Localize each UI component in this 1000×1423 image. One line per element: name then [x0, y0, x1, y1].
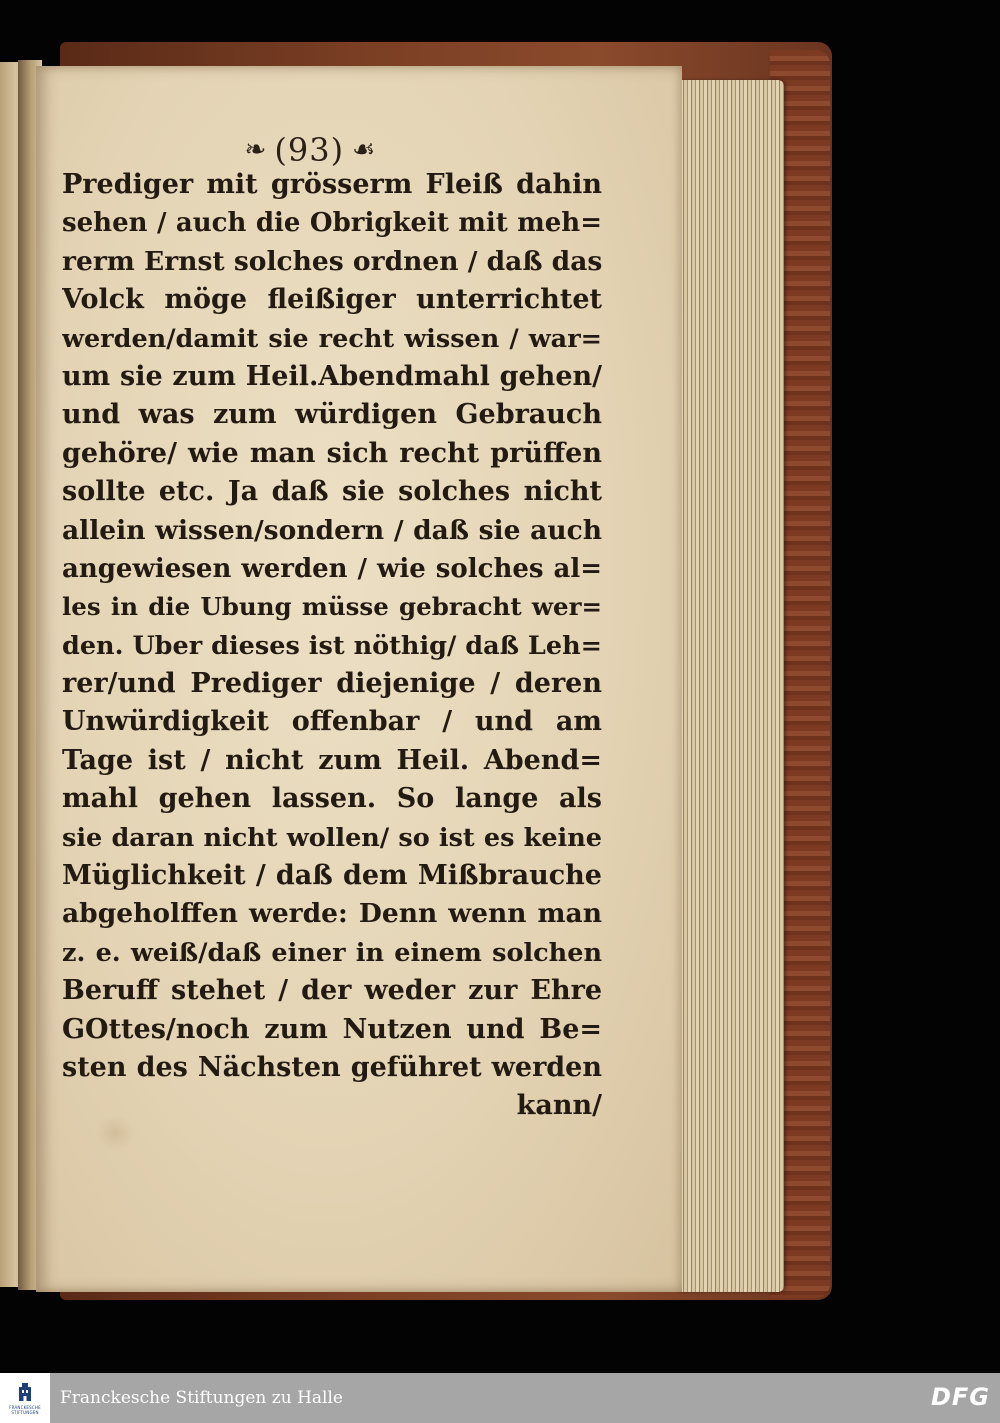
- ornament-left-icon: ❧: [244, 135, 267, 165]
- text-line: rer/und Prediger diejenige / deren: [62, 668, 602, 700]
- text-line: les in die Ubung müsse gebracht wer=: [62, 592, 602, 622]
- page-text: [62, 166, 602, 1126]
- text-line: abgeholffen werde: Denn wenn man: [62, 898, 602, 930]
- text-line: den. Uber dieses ist nöthig/ daß Leh=: [62, 630, 602, 661]
- bleed-through-mark: [95, 1115, 135, 1151]
- page-number: (93): [274, 131, 345, 169]
- text-line: werden/damit sie recht wissen / war=: [62, 323, 602, 354]
- text-line: sie daran nicht wollen/ so ist es keine: [62, 822, 602, 853]
- text-line: z. e. weiß/daß einer in einem solchen: [62, 937, 602, 968]
- logo-text: FRANCKESCHE STIFTUNGEN: [9, 1405, 41, 1415]
- text-line: und was zum würdigen Gebrauch: [62, 399, 602, 431]
- footer-bar: [0, 1373, 1000, 1423]
- ornament-right-icon: ☙: [352, 135, 376, 165]
- text-line: Unwürdigkeit offenbar / und am: [62, 706, 602, 738]
- text-line: rerm Ernst solches ordnen / daß das: [62, 245, 602, 277]
- text-line: Beruff stehet / der weder zur Ehre: [62, 975, 602, 1007]
- text-line: mahl gehen lassen. So lange als: [62, 783, 602, 815]
- text-line: sollte etc. Ja daß sie solches nicht: [62, 476, 602, 508]
- text-line: sehen / auch die Obrigkeit mit meh=: [62, 208, 602, 239]
- text-line: sten des Nächsten geführet werden: [62, 1051, 602, 1083]
- building-icon: [13, 1381, 37, 1405]
- text-line: Prediger mit grösserm Fleiß dahin: [62, 169, 602, 200]
- institution-name: Franckesche Stiftungen zu Halle: [60, 1388, 343, 1408]
- franckesche-logo[interactable]: [0, 1373, 50, 1423]
- text-line: Müglichkeit / daß dem Mißbrauche: [62, 860, 602, 892]
- text-line: allein wissen/sondern / daß sie auch: [62, 514, 602, 546]
- text-line: gehöre/ wie man sich recht prüffen: [62, 437, 602, 469]
- page-edges: [676, 80, 784, 1292]
- dfg-logo[interactable]: DFG: [930, 1383, 990, 1411]
- text-line: GOttes/noch zum Nutzen und Be=: [62, 1013, 602, 1045]
- text-line: Tage ist / nicht zum Heil. Abend=: [62, 744, 602, 776]
- catchword: kann/: [516, 1090, 602, 1122]
- text-line: Volck möge fleißiger unterrichtet: [62, 284, 602, 316]
- text-line: um sie zum Heil.Abendmahl gehen/: [62, 360, 602, 392]
- text-line: angewiesen werden / wie solches al=: [62, 553, 602, 584]
